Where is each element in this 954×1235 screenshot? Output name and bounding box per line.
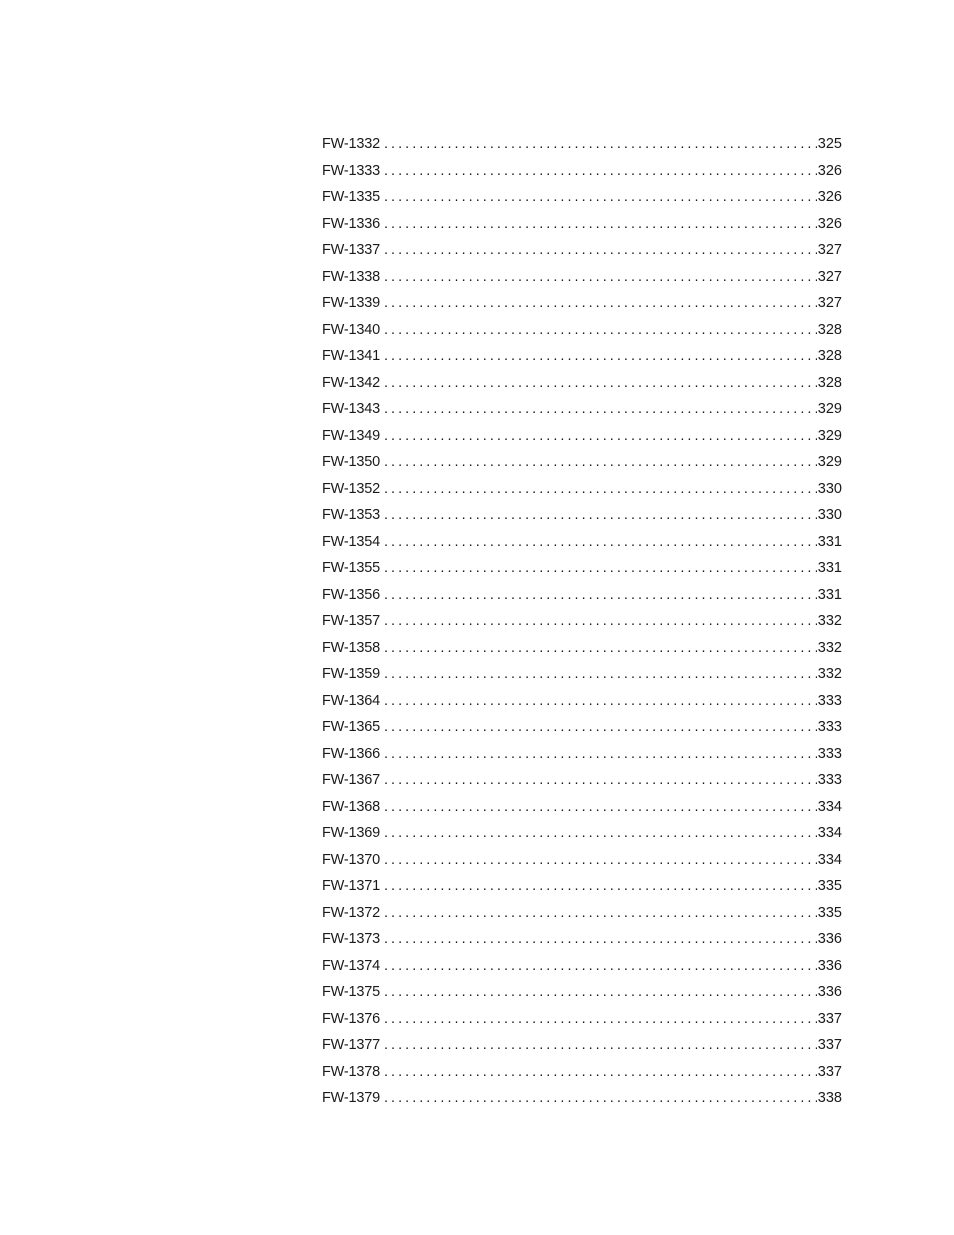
toc-entry-label: FW-1375 (322, 984, 380, 1000)
toc-entry[interactable] (322, 317, 842, 344)
toc-entry[interactable] (322, 979, 842, 1006)
toc-page-number: 335 (817, 904, 842, 921)
toc-page-number: 327 (817, 242, 842, 258)
toc-page-number: 326 (817, 215, 842, 232)
toc-entry-label: FW-1379 (322, 1090, 380, 1106)
dot-leader (384, 184, 817, 211)
toc-entry[interactable] (322, 688, 842, 715)
dot-leader (384, 555, 817, 582)
toc-entry-label: FW-1353 (322, 507, 380, 523)
dot-leader (384, 900, 817, 927)
dot-leader (384, 423, 817, 450)
toc-entry[interactable] (322, 661, 842, 688)
toc-entry-label: FW-1339 (322, 295, 380, 311)
toc-entry-label: FW-1354 (322, 533, 380, 550)
toc-page-number: 336 (817, 984, 842, 1000)
toc-entry[interactable] (322, 900, 842, 927)
toc-page-number: 328 (817, 321, 842, 338)
dot-leader (384, 661, 817, 688)
toc-page-number: 325 (817, 136, 842, 152)
toc-entry[interactable] (322, 290, 842, 317)
dot-leader (384, 688, 817, 715)
toc-entry[interactable] (322, 237, 842, 264)
dot-leader (384, 449, 817, 476)
toc-page-number: 336 (817, 931, 842, 947)
toc-entry[interactable] (322, 873, 842, 900)
toc-entry-label: FW-1350 (322, 454, 380, 470)
toc-entry[interactable] (322, 1032, 842, 1059)
toc-entry[interactable] (322, 396, 842, 423)
toc-entry[interactable] (322, 1085, 842, 1112)
dot-leader (384, 714, 817, 741)
dot-leader (384, 608, 817, 635)
dot-leader (384, 582, 817, 609)
toc-page-number: 326 (817, 189, 842, 205)
toc-page-number: 331 (817, 586, 842, 603)
toc-page-number: 337 (817, 1063, 842, 1080)
toc-page-number: 329 (817, 454, 842, 470)
toc-entry[interactable] (322, 1059, 842, 1086)
toc-entry[interactable] (322, 820, 842, 847)
toc-page-number: 334 (817, 825, 842, 841)
toc-entry-label: FW-1359 (322, 666, 380, 682)
toc-entry-label: FW-1332 (322, 136, 380, 152)
dot-leader (384, 767, 817, 794)
toc-entry[interactable] (322, 847, 842, 874)
toc-entry-label: FW-1341 (322, 348, 380, 364)
toc-page-number: 336 (817, 957, 842, 974)
dot-leader (384, 370, 817, 397)
toc-entry-label: FW-1342 (322, 374, 380, 391)
toc-entry[interactable] (322, 794, 842, 821)
toc-page-number: 338 (817, 1090, 842, 1106)
toc-page-number: 327 (817, 268, 842, 285)
toc-entry-label: FW-1371 (322, 878, 380, 894)
toc-page-number: 327 (817, 295, 842, 311)
toc-entry[interactable] (322, 608, 842, 635)
toc-page-number: 337 (817, 1037, 842, 1053)
toc-page-number: 328 (817, 374, 842, 391)
toc-entry-label: FW-1368 (322, 798, 380, 815)
toc-entry[interactable] (322, 184, 842, 211)
toc-entry[interactable] (322, 582, 842, 609)
dot-leader (384, 820, 817, 847)
dot-leader (384, 926, 817, 953)
toc-page-number: 333 (817, 745, 842, 762)
toc-page-number: 333 (817, 772, 842, 788)
dot-leader (384, 396, 817, 423)
dot-leader (384, 794, 817, 821)
toc-entry[interactable] (322, 741, 842, 768)
toc-entry[interactable] (322, 264, 842, 291)
toc-entry-label: FW-1343 (322, 401, 380, 417)
table-of-contents (322, 131, 842, 1112)
toc-page-number: 331 (817, 560, 842, 576)
toc-entry[interactable] (322, 953, 842, 980)
toc-page-number: 328 (817, 348, 842, 364)
toc-page-number: 330 (817, 480, 842, 497)
toc-entry[interactable] (322, 211, 842, 238)
toc-entry-label: FW-1333 (322, 162, 380, 179)
toc-page-number: 335 (817, 878, 842, 894)
dot-leader (384, 529, 817, 556)
toc-entry-label: FW-1355 (322, 560, 380, 576)
toc-entry[interactable] (322, 502, 842, 529)
toc-entry[interactable] (322, 1006, 842, 1033)
toc-entry-label: FW-1367 (322, 772, 380, 788)
toc-entry[interactable] (322, 343, 842, 370)
toc-entry-label: FW-1338 (322, 268, 380, 285)
toc-entry[interactable] (322, 370, 842, 397)
toc-entry-label: FW-1378 (322, 1063, 380, 1080)
toc-entry[interactable] (322, 767, 842, 794)
toc-page-number: 330 (817, 507, 842, 523)
toc-page-number: 334 (817, 798, 842, 815)
dot-leader (384, 979, 817, 1006)
dot-leader (384, 1006, 817, 1033)
toc-entry-label: FW-1369 (322, 825, 380, 841)
toc-entry[interactable] (322, 529, 842, 556)
toc-page-number: 333 (817, 692, 842, 709)
toc-entry[interactable] (322, 158, 842, 185)
dot-leader (384, 1059, 817, 1086)
toc-entry[interactable] (322, 423, 842, 450)
toc-page-number: 331 (817, 533, 842, 550)
toc-page-number: 337 (817, 1010, 842, 1027)
dot-leader (384, 131, 817, 158)
toc-entry-label: FW-1364 (322, 692, 380, 709)
dot-leader (384, 1032, 817, 1059)
toc-entry-label: FW-1352 (322, 480, 380, 497)
toc-page-number: 332 (817, 666, 842, 682)
toc-entry[interactable] (322, 555, 842, 582)
toc-entry-label: FW-1335 (322, 189, 380, 205)
toc-entry-label: FW-1358 (322, 639, 380, 656)
toc-entry[interactable] (322, 449, 842, 476)
toc-page-number: 334 (817, 851, 842, 868)
toc-entry-label: FW-1373 (322, 931, 380, 947)
toc-entry-label: FW-1356 (322, 586, 380, 603)
dot-leader (384, 1085, 817, 1112)
toc-entry-label: FW-1340 (322, 321, 380, 338)
toc-entry[interactable] (322, 131, 842, 158)
toc-entry[interactable] (322, 714, 842, 741)
toc-entry-label: FW-1372 (322, 904, 380, 921)
toc-page-number: 332 (817, 639, 842, 656)
toc-entry-label: FW-1376 (322, 1010, 380, 1027)
toc-page-number: 333 (817, 719, 842, 735)
toc-entry-label: FW-1337 (322, 242, 380, 258)
dot-leader (384, 158, 817, 185)
dot-leader (384, 211, 817, 238)
toc-entry[interactable] (322, 926, 842, 953)
toc-entry-label: FW-1357 (322, 613, 380, 629)
dot-leader (384, 953, 817, 980)
toc-entry-label: FW-1374 (322, 957, 380, 974)
dot-leader (384, 847, 817, 874)
dot-leader (384, 264, 817, 291)
toc-entry-label: FW-1377 (322, 1037, 380, 1053)
toc-page-number: 332 (817, 613, 842, 629)
toc-page-number: 329 (817, 401, 842, 417)
toc-entry[interactable] (322, 635, 842, 662)
dot-leader (384, 343, 817, 370)
dot-leader (384, 317, 817, 344)
dot-leader (384, 502, 817, 529)
dot-leader (384, 635, 817, 662)
toc-entry-label: FW-1366 (322, 745, 380, 762)
dot-leader (384, 873, 817, 900)
toc-entry[interactable] (322, 476, 842, 503)
toc-entry-label: FW-1349 (322, 427, 380, 444)
dot-leader (384, 290, 817, 317)
dot-leader (384, 476, 817, 503)
dot-leader (384, 741, 817, 768)
dot-leader (384, 237, 817, 264)
toc-entry-label: FW-1370 (322, 851, 380, 868)
toc-page-number: 326 (817, 162, 842, 179)
toc-page-number: 329 (817, 427, 842, 444)
toc-entry-label: FW-1365 (322, 719, 380, 735)
toc-entry-label: FW-1336 (322, 215, 380, 232)
